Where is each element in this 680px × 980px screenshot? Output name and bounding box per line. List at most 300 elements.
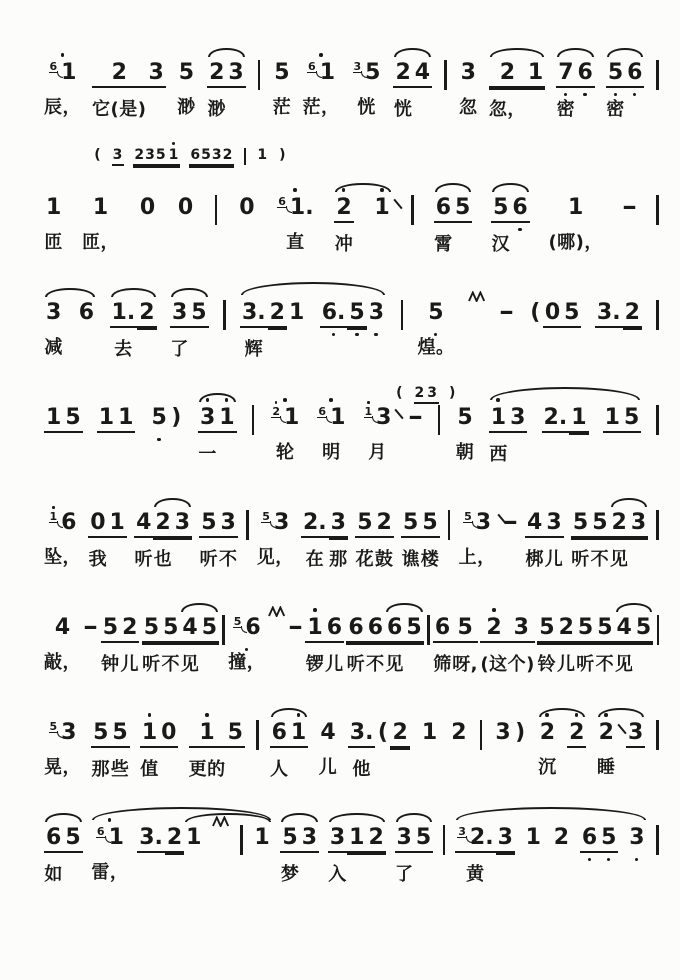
note-cluster bbox=[567, 720, 586, 748]
note-figure bbox=[576, 60, 595, 88]
lyric: 月 bbox=[368, 442, 387, 463]
note-figure bbox=[219, 510, 238, 538]
grace-note: 2 bbox=[272, 405, 280, 418]
note-text: 3 bbox=[427, 385, 439, 401]
note-figure bbox=[82, 195, 119, 221]
note-cluster bbox=[491, 195, 530, 256]
lyric: 坠， bbox=[44, 547, 81, 568]
note-token bbox=[491, 195, 510, 256]
note-figure bbox=[257, 510, 294, 536]
note-text: 1 bbox=[283, 405, 300, 430]
note-cluster bbox=[459, 510, 496, 569]
note-token bbox=[44, 825, 63, 886]
note-cluster bbox=[318, 720, 337, 779]
note-cluster bbox=[420, 720, 439, 746]
note-cluster bbox=[455, 405, 474, 464]
note-text: 3 bbox=[630, 510, 647, 535]
note-token bbox=[217, 405, 236, 433]
grace-note: 3 bbox=[458, 825, 466, 838]
note-token bbox=[347, 300, 366, 328]
note-token bbox=[44, 60, 81, 119]
lyric: 铃 bbox=[537, 654, 557, 675]
note-text: 1 bbox=[571, 405, 587, 430]
grace-note: 6 bbox=[318, 405, 327, 418]
score-system bbox=[44, 597, 660, 676]
note-text: 3 bbox=[220, 510, 236, 535]
note-cluster bbox=[207, 60, 246, 121]
note-cluster bbox=[83, 615, 98, 641]
note-figure bbox=[623, 300, 642, 328]
note-text: 6 bbox=[434, 615, 451, 640]
note-cluster bbox=[542, 405, 589, 433]
note-figure bbox=[159, 720, 178, 748]
note-figure bbox=[97, 405, 116, 433]
note-token bbox=[101, 615, 120, 676]
note-text: 6532 bbox=[190, 147, 234, 163]
note-figure bbox=[459, 60, 478, 86]
note-figure bbox=[189, 300, 208, 328]
note-token bbox=[426, 385, 439, 404]
barline bbox=[256, 720, 259, 750]
barline bbox=[240, 825, 243, 855]
lyric: 密 bbox=[556, 99, 576, 120]
note-cluster bbox=[448, 385, 457, 402]
barline bbox=[438, 405, 441, 435]
lyric: 见 bbox=[614, 654, 634, 675]
lyric: 值 bbox=[140, 759, 159, 780]
note-text: 5 bbox=[349, 300, 365, 325]
barline bbox=[657, 615, 660, 645]
note-figure bbox=[556, 60, 575, 88]
slide-mark bbox=[395, 409, 404, 419]
note-figure bbox=[305, 615, 324, 643]
note-text: 5 bbox=[365, 60, 381, 85]
note-figure bbox=[315, 405, 347, 431]
notes-row bbox=[44, 597, 660, 676]
lyric: 入 bbox=[328, 864, 347, 885]
note-text: 5 bbox=[143, 615, 160, 640]
note-text: 2. bbox=[303, 510, 327, 535]
note-figure bbox=[289, 720, 308, 748]
note-figure bbox=[142, 615, 161, 643]
note-token bbox=[137, 825, 165, 853]
lyric: (哪)， bbox=[548, 232, 603, 253]
note-cluster bbox=[320, 300, 386, 328]
note-text: 0 bbox=[177, 195, 194, 220]
note-cluster bbox=[303, 60, 340, 119]
note-text: 1 bbox=[421, 720, 438, 745]
note-token bbox=[153, 510, 172, 571]
note-text: 2 bbox=[598, 720, 614, 745]
note-text: 3 bbox=[475, 510, 492, 535]
note-text: 1. bbox=[289, 195, 314, 220]
note-cluster bbox=[228, 615, 265, 674]
note-cluster bbox=[538, 720, 557, 779]
score-system bbox=[44, 492, 660, 571]
note-text: ( bbox=[377, 720, 388, 745]
note-token bbox=[303, 60, 340, 119]
note-cluster bbox=[414, 385, 440, 404]
note-token bbox=[557, 615, 576, 676]
note-text: 2 bbox=[139, 300, 155, 325]
note-text: 5 bbox=[572, 510, 589, 535]
note-figure bbox=[318, 720, 337, 746]
note-text: 2 bbox=[624, 300, 640, 325]
lyric: 它(是) bbox=[92, 99, 147, 120]
note-text: 5 bbox=[493, 195, 509, 220]
note-text: 4 bbox=[182, 615, 198, 640]
note-cluster bbox=[177, 60, 196, 119]
note-token bbox=[417, 300, 454, 359]
note-text: 6 bbox=[627, 60, 643, 85]
barline bbox=[244, 148, 246, 165]
note-figure bbox=[390, 720, 409, 748]
lyric: 敲， bbox=[44, 652, 81, 673]
note-token bbox=[315, 405, 347, 464]
note-token bbox=[93, 147, 102, 164]
note-figure bbox=[629, 510, 648, 538]
note-cluster bbox=[44, 825, 83, 886]
note-text: 1 bbox=[141, 720, 158, 745]
note-token bbox=[91, 825, 128, 884]
lyric: 听 bbox=[134, 549, 153, 570]
note-cluster bbox=[101, 615, 140, 676]
octave-dot-below bbox=[245, 648, 249, 652]
note-cluster bbox=[597, 720, 616, 779]
note-figure bbox=[334, 195, 353, 223]
note-figure bbox=[434, 195, 453, 223]
note-text: 3 bbox=[112, 147, 124, 163]
note-text: 1 bbox=[108, 825, 124, 850]
duration-dash: - bbox=[621, 195, 637, 220]
note-cluster bbox=[252, 825, 271, 851]
note-figure bbox=[207, 60, 226, 88]
slide-mark bbox=[393, 199, 402, 209]
note-figure bbox=[177, 60, 196, 86]
note-text: 1 bbox=[374, 195, 390, 220]
note-figure bbox=[270, 720, 289, 748]
octave-dot-above bbox=[313, 608, 317, 612]
note-token bbox=[622, 195, 637, 221]
lyric: 辰， bbox=[44, 97, 81, 118]
note-figure bbox=[503, 510, 518, 536]
note-text: 6. bbox=[321, 300, 346, 325]
trill-icon bbox=[468, 291, 486, 302]
barline bbox=[215, 195, 218, 225]
note-token bbox=[538, 720, 557, 779]
note-text: 1 bbox=[219, 405, 235, 430]
note-cluster bbox=[655, 720, 660, 750]
note-text: 3 bbox=[174, 510, 190, 535]
note-cluster bbox=[269, 405, 301, 464]
note-figure bbox=[413, 60, 432, 88]
grace-note: 5 bbox=[262, 510, 270, 523]
lyric: 睡 bbox=[596, 757, 616, 778]
note-token bbox=[300, 825, 319, 853]
lyric: 更的 bbox=[188, 759, 226, 780]
lyric: 茫， bbox=[302, 97, 340, 118]
note-figure bbox=[372, 195, 391, 221]
barline bbox=[656, 510, 659, 540]
note-cluster bbox=[401, 510, 440, 571]
note-cluster bbox=[606, 60, 645, 121]
note-cluster bbox=[245, 510, 250, 540]
trill-ornament bbox=[268, 606, 286, 617]
note-figure bbox=[499, 300, 514, 326]
note-text: 3 bbox=[396, 825, 412, 850]
note-text: 5 bbox=[623, 405, 640, 430]
note-token bbox=[134, 510, 153, 571]
note-text: 5 bbox=[457, 615, 473, 640]
note-token bbox=[595, 615, 614, 676]
note-text: 6 bbox=[245, 615, 261, 640]
note-text: 2. bbox=[469, 825, 494, 850]
note-token bbox=[289, 720, 308, 748]
note-figure bbox=[489, 60, 526, 88]
note-figure bbox=[120, 615, 139, 643]
octave-dot-below bbox=[607, 858, 611, 862]
note-token bbox=[408, 405, 423, 431]
note-figure bbox=[278, 147, 287, 164]
note-figure bbox=[189, 720, 226, 748]
lyric: 雷， bbox=[91, 862, 129, 883]
note-cluster bbox=[91, 720, 130, 781]
note-cluster bbox=[442, 825, 447, 855]
note-figure bbox=[590, 510, 609, 538]
octave-dot-above bbox=[492, 608, 496, 612]
note-figure bbox=[599, 825, 618, 853]
note-text: ) bbox=[515, 720, 526, 745]
note-cluster bbox=[140, 720, 179, 781]
note-token bbox=[219, 510, 238, 571]
note-cluster bbox=[556, 60, 595, 121]
note-figure bbox=[288, 615, 303, 641]
note-token bbox=[189, 300, 208, 328]
note-token bbox=[180, 615, 199, 676]
note-token bbox=[170, 300, 189, 361]
note-text: 3 bbox=[330, 510, 346, 535]
note-figure bbox=[77, 300, 96, 326]
note-token bbox=[355, 510, 374, 571]
lyric: 朝 bbox=[455, 442, 475, 463]
note-figure bbox=[543, 300, 562, 328]
grace-note: 1 bbox=[364, 405, 373, 418]
note-figure bbox=[325, 615, 344, 643]
note-text: 5 bbox=[415, 825, 432, 850]
note-token bbox=[480, 615, 507, 676]
note-figure bbox=[240, 300, 268, 328]
note-token bbox=[169, 405, 184, 431]
note-figure bbox=[217, 405, 236, 433]
note-token bbox=[275, 195, 315, 254]
lyric: 见 bbox=[180, 654, 200, 675]
octave-dot-above bbox=[172, 142, 175, 145]
note-token bbox=[347, 825, 366, 853]
note-figure bbox=[537, 615, 556, 643]
note-cluster bbox=[110, 300, 157, 361]
note-text: 5 bbox=[282, 825, 298, 850]
note-figure bbox=[480, 615, 507, 643]
note-figure bbox=[280, 825, 299, 853]
note-token bbox=[496, 825, 515, 853]
note-cluster bbox=[395, 385, 404, 402]
note-figure bbox=[603, 405, 622, 433]
note-figure bbox=[199, 510, 218, 538]
lyric: 不 bbox=[366, 654, 385, 675]
barline bbox=[480, 720, 483, 750]
note-cluster bbox=[170, 300, 209, 361]
note-figure bbox=[112, 147, 125, 166]
note-text: 3 bbox=[497, 825, 513, 850]
note-token bbox=[367, 300, 386, 326]
note-cluster bbox=[280, 825, 319, 886]
note-cluster bbox=[44, 615, 81, 674]
note-text: 3 bbox=[629, 825, 645, 850]
note-text: 5 bbox=[93, 720, 109, 745]
octave-dot-below bbox=[564, 93, 568, 97]
note-figure bbox=[110, 720, 129, 748]
note-text: 0 bbox=[139, 195, 156, 220]
note-text: 2 bbox=[392, 720, 408, 745]
note-text: 6 bbox=[78, 300, 95, 325]
note-text: 2 bbox=[414, 385, 426, 401]
note-cluster bbox=[355, 510, 394, 571]
note-cluster bbox=[112, 147, 125, 166]
note-token bbox=[44, 195, 63, 254]
note-text: 2 bbox=[451, 720, 467, 745]
note-token bbox=[548, 195, 602, 254]
note-token bbox=[288, 615, 303, 641]
note-token bbox=[448, 385, 457, 402]
note-token bbox=[240, 300, 268, 361]
note-figure bbox=[552, 825, 571, 851]
note-figure bbox=[455, 825, 495, 853]
note-cluster bbox=[426, 615, 431, 645]
note-text: 5 bbox=[65, 405, 81, 430]
note-cluster bbox=[348, 720, 410, 781]
cue-notes bbox=[93, 147, 287, 166]
note-cluster bbox=[525, 510, 564, 571]
note-cluster bbox=[434, 195, 473, 256]
note-text: 5 bbox=[428, 300, 444, 325]
note-cluster bbox=[655, 510, 660, 540]
note-text: 3 bbox=[495, 720, 511, 745]
note-figure bbox=[168, 147, 181, 166]
note-token bbox=[627, 825, 646, 851]
barline bbox=[443, 825, 446, 855]
note-cluster bbox=[44, 195, 63, 254]
note-text: 0 bbox=[161, 720, 177, 745]
barline bbox=[223, 300, 226, 330]
note-cluster bbox=[537, 615, 653, 676]
note-token bbox=[334, 195, 353, 256]
lyric: 恍 bbox=[393, 99, 413, 120]
note-figure bbox=[44, 720, 81, 746]
lyric: 了 bbox=[394, 864, 414, 885]
lyric: 了 bbox=[170, 339, 189, 360]
note-token bbox=[318, 720, 337, 779]
note-token bbox=[91, 720, 110, 781]
note-text: ) bbox=[279, 147, 287, 163]
note-text: 1. bbox=[111, 300, 136, 325]
note-text: 6 bbox=[326, 615, 342, 640]
note-token bbox=[489, 405, 508, 466]
note-text: 3 bbox=[228, 60, 244, 85]
note-figure bbox=[452, 615, 478, 643]
octave-dot-above bbox=[61, 53, 65, 57]
note-cluster bbox=[479, 720, 484, 750]
note-cluster bbox=[571, 510, 648, 571]
note-token bbox=[508, 615, 535, 676]
note-figure bbox=[597, 720, 616, 746]
note-text: 6 bbox=[367, 615, 383, 640]
lyric: 也 bbox=[153, 549, 173, 570]
note-figure bbox=[393, 60, 412, 88]
note-text: 3 bbox=[273, 510, 290, 535]
note-text: 4 bbox=[414, 60, 431, 85]
note-token bbox=[366, 615, 385, 676]
note-cluster bbox=[134, 510, 192, 571]
note-cluster bbox=[315, 405, 347, 464]
note-figure bbox=[320, 300, 348, 328]
note-cluster bbox=[410, 195, 415, 225]
note-figure bbox=[525, 510, 544, 538]
octave-dot-above bbox=[319, 53, 323, 57]
note-figure bbox=[44, 615, 81, 641]
note-text: 7 bbox=[558, 60, 574, 85]
note-text: 0 bbox=[239, 195, 255, 220]
lyric: 轮 bbox=[276, 442, 295, 463]
note-token bbox=[165, 825, 184, 853]
note-token bbox=[97, 405, 116, 433]
lyric: 霄 bbox=[434, 234, 453, 255]
note-token bbox=[44, 615, 81, 674]
lyric: 些 bbox=[110, 759, 130, 780]
note-text: 235 bbox=[134, 147, 167, 163]
note-figure bbox=[83, 615, 98, 641]
lyric: 渺 bbox=[177, 97, 196, 118]
note-token bbox=[200, 615, 219, 643]
note-cluster bbox=[655, 195, 660, 225]
note-token bbox=[348, 720, 376, 781]
note-figure bbox=[165, 825, 184, 853]
note-text: 1 bbox=[568, 195, 584, 220]
barline bbox=[656, 720, 659, 750]
octave-dot-below bbox=[518, 228, 522, 232]
note-text: 5 bbox=[163, 615, 179, 640]
note-cluster bbox=[334, 195, 353, 256]
note-text: 1 bbox=[46, 405, 62, 430]
note-text: 6 bbox=[271, 720, 287, 745]
note-cluster bbox=[288, 615, 303, 641]
note-figure bbox=[348, 720, 376, 748]
lyric: 听 bbox=[571, 549, 590, 570]
octave-dot-below bbox=[355, 333, 359, 337]
note-token bbox=[110, 720, 129, 781]
note-figure bbox=[375, 510, 394, 538]
duration-dash: - bbox=[287, 615, 304, 640]
note-token bbox=[395, 385, 404, 402]
note-text: 5 bbox=[422, 510, 438, 535]
note-text: 6 bbox=[577, 60, 593, 85]
note-token bbox=[375, 510, 394, 571]
note-figure bbox=[269, 405, 301, 431]
note-figure bbox=[153, 510, 172, 538]
cue-notes bbox=[395, 385, 457, 404]
note-text: 6 bbox=[46, 825, 62, 850]
note-cluster bbox=[142, 615, 219, 676]
note-figure bbox=[548, 195, 602, 221]
